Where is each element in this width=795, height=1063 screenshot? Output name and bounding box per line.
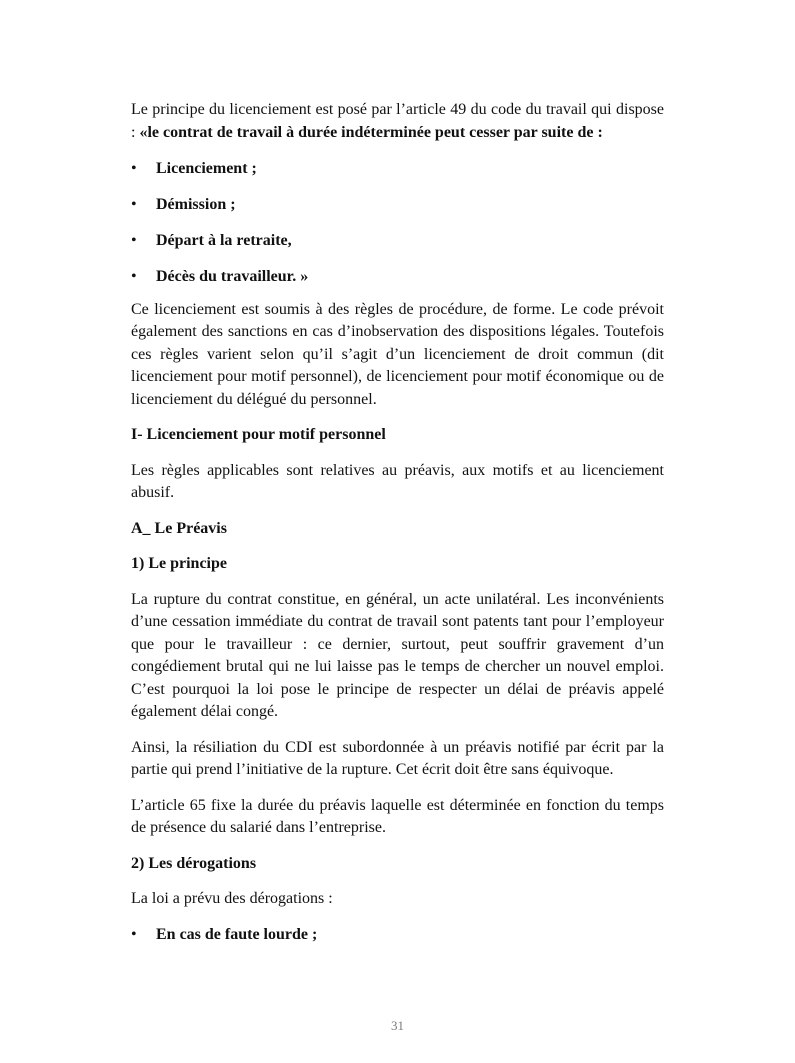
intro-paragraph — [131, 99, 664, 144]
section-heading-2: 2) Les dérogations — [131, 854, 257, 872]
procedure-paragraph: Ce licenciement est soumis à des règles de procédure, de forme. Le code prévoit également des sanctions en cas d’inobservation des dispositions légales. Toutefois ces règles varient selon qu’il s’agit d’un licenciement de droit commun (dit licenciement pour motif personnel), de licenciement pour motif économique ou de licenciement du délégué du personnel. — [131, 300, 664, 408]
rules-paragraph: Les règles applicables sont relatives au préavis, aux motifs et au licenciement abusif. — [131, 461, 664, 501]
rupture-paragraph: La rupture du contrat constitue, en général, un acte unilatéral. Les inconvénients d’une cessation immédiate du contrat de travail sont patents tant pour l’employeur que pour le travailleur : ce dernier, surtout, peut souffrir gravement d’un congédiement brutal qui ne lui laisse pas le temps de chercher un nouvel emploi. C’est pourquoi la loi pose le principe de respecter un délai de préavis appelé également délai congé. — [131, 590, 664, 720]
section-heading-1: 1) Le principe — [131, 555, 227, 572]
bullet-icon: • — [131, 232, 137, 249]
article65-paragraph: L’article 65 fixe la durée du préavis laquelle est déterminée en fonction du temps de présence du salarié dans l’entreprise. — [131, 796, 664, 836]
list-item — [131, 266, 664, 289]
list-item — [131, 158, 664, 181]
bullet-icon: • — [131, 925, 137, 943]
intro-text: Le principe du licenciement est posé par l’article 49 du code du travail qui dispose : — [131, 101, 664, 141]
page-number: 31 — [391, 1018, 404, 1033]
list-item — [131, 194, 664, 217]
list-item-text: Licenciement ; — [156, 160, 257, 177]
intro-quote: «le contrat de travail à durée indéterminée peut cesser par suite de : — [139, 123, 603, 141]
derogations-intro: La loi a prévu des dérogations : — [131, 890, 333, 907]
section-heading-A: A_ Le Préavis — [131, 519, 227, 537]
ainsi-paragraph: Ainsi, la résiliation du CDI est subordonnée à un préavis notifié par écrit par la partie qui prend l’initiative de la rupture. Cet écrit doit être sans équivoque. — [131, 738, 664, 778]
termination-causes-list — [131, 158, 664, 289]
section-heading-I: I- Licenciement pour motif personnel — [131, 426, 386, 443]
bullet-icon: • — [131, 268, 137, 285]
derogations-list — [131, 924, 664, 947]
list-item-text: Départ à la retraite, — [156, 232, 292, 249]
list-item — [131, 230, 664, 253]
list-item-text: En cas de faute lourde ; — [156, 925, 318, 943]
list-item-text: Décès du travailleur. » — [156, 268, 309, 285]
page-content — [131, 99, 664, 960]
bullet-icon: • — [131, 196, 137, 213]
bullet-icon: • — [131, 160, 137, 177]
list-item — [131, 924, 664, 947]
list-item-text: Démission ; — [156, 196, 236, 213]
